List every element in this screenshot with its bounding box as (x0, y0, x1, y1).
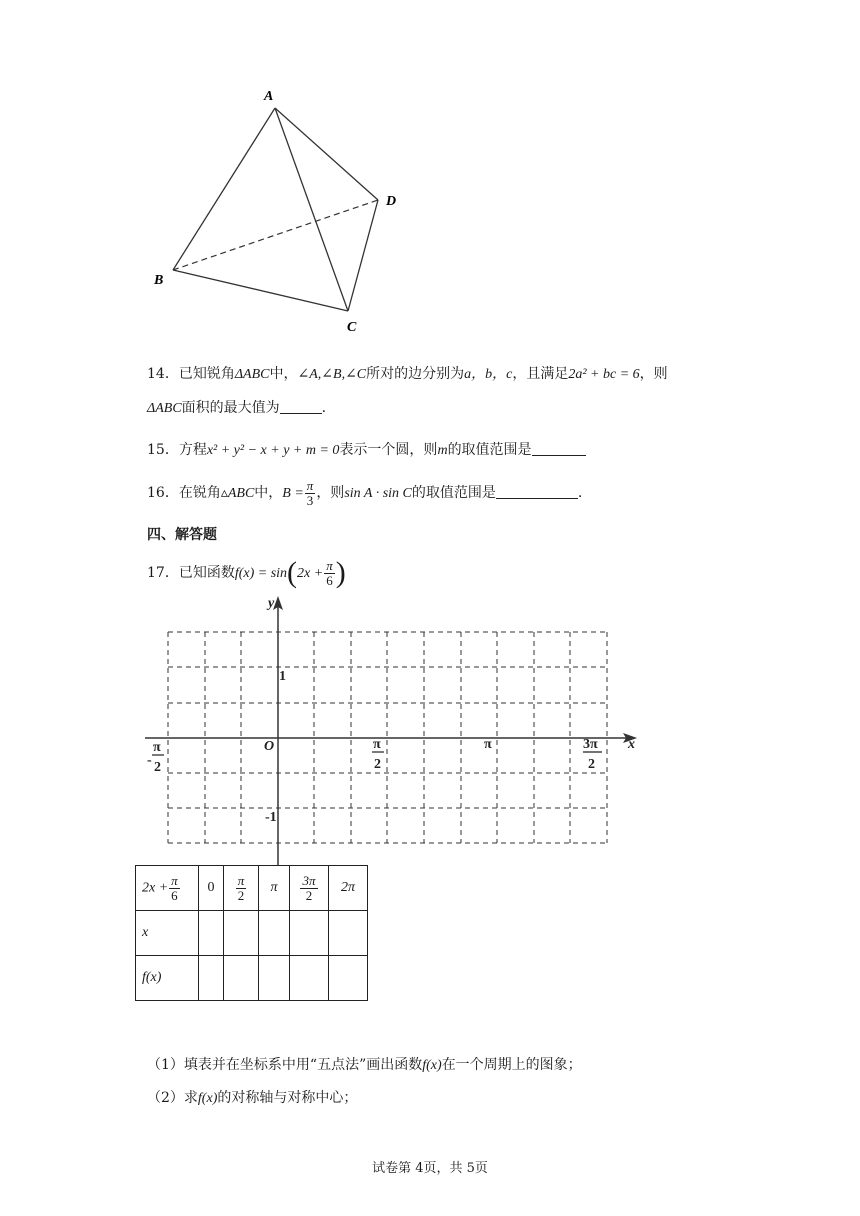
q17-number: 17． (147, 565, 179, 581)
table-input-fx-2[interactable] (259, 956, 290, 1001)
q16-text3: ，则 (316, 485, 345, 501)
cell-pi-half-den: 2 (237, 887, 245, 903)
sub1-func: f(x) (422, 1058, 442, 1073)
edge-bc (173, 270, 348, 311)
q15-text3: 的取值范围是 (447, 442, 532, 458)
x-tick-three-pi-half-den: 2 (588, 757, 595, 772)
q15-equation: x² + y² − x + y + m = 0 (206, 443, 340, 458)
q14-text5: ，则 (639, 366, 668, 382)
sub1-text2: 在一个周期上的图象； (441, 1057, 582, 1073)
vertex-label-b: B (154, 273, 164, 288)
x-tick-neg-pi-half-den: 2 (154, 760, 161, 775)
table-cell-arg-two-pi: 2π (329, 866, 368, 911)
x-tick-neg-pi-half-num: π (153, 740, 161, 755)
cell-three-pi-half-num: 3π (302, 872, 316, 888)
q17-arg-pre: 2x + (297, 566, 324, 581)
origin-label: O (264, 739, 275, 754)
table-row (136, 911, 368, 956)
sub-question-2 (147, 1088, 357, 1109)
q17-frac-num: π (326, 557, 333, 573)
x-tick-pi: π (484, 737, 492, 752)
q16-text1: 在锐角 (178, 485, 221, 501)
q14-line2-end: . (321, 400, 327, 416)
vertex-label-a: A (264, 89, 274, 104)
question-16 (147, 478, 582, 509)
edge-ad (275, 108, 378, 200)
table-header-x: x (136, 911, 199, 956)
vertex-label-c: C (347, 320, 357, 335)
question-14-line1 (147, 364, 668, 385)
question-17 (147, 558, 346, 589)
q17-text1: 已知函数 (178, 565, 235, 581)
x-tick-three-pi-half-num: 3π (583, 737, 598, 752)
y-tick-one: 1 (279, 669, 286, 684)
q15-var: m (437, 443, 448, 458)
q17-fraction (324, 559, 335, 588)
q16-number: 16． (147, 485, 179, 501)
table-input-x-2[interactable] (259, 911, 290, 956)
y-tick-neg-one: -1 (265, 810, 277, 825)
question-15 (147, 440, 586, 461)
q16-text4: 的取值范围是 (411, 485, 496, 501)
q15-number: 15． (147, 442, 179, 458)
table-cell-arg-three-pi-half (290, 866, 329, 911)
row1-label-frac (169, 874, 180, 903)
table-cell-arg-pi-half (224, 866, 259, 911)
q16-cond-lhs: B = (282, 486, 304, 501)
row1-label-pre: 2x + (142, 880, 169, 896)
table-cell-arg-0: 0 (199, 866, 224, 911)
table-input-fx-3[interactable] (290, 956, 329, 1001)
table-header-arg (136, 866, 199, 911)
q17-right-paren: ) (335, 556, 346, 589)
table-input-x-1[interactable] (224, 911, 259, 956)
tetrahedron-figure (140, 80, 420, 340)
table-input-fx-0[interactable] (199, 956, 224, 1001)
cell-three-pi-half-frac (300, 874, 317, 903)
q14-triangle: ΔABC (234, 367, 270, 382)
table-cell-arg-pi: π (259, 866, 290, 911)
q16-frac-den: 3 (306, 492, 314, 508)
q15-text1: 方程 (178, 442, 207, 458)
q14-text2: 中， (269, 366, 298, 382)
x-tick-neg-pi-half-sign: - (147, 753, 152, 768)
q16-text2: 中， (254, 485, 283, 501)
coordinate-grid (140, 590, 660, 865)
sub2-text1: 求 (183, 1090, 198, 1106)
sub-question-1 (147, 1055, 582, 1076)
table-input-fx-1[interactable] (224, 956, 259, 1001)
q16-answer-blank[interactable] (496, 484, 578, 499)
vertex-label-d: D (386, 194, 397, 209)
q14-answer-blank[interactable] (280, 399, 322, 414)
q14-text1: 已知锐角 (178, 366, 235, 382)
y-axis-label: y (268, 596, 275, 611)
q14-angles: ∠A,∠B,∠C (297, 367, 367, 382)
cell-pi-half-num: π (237, 872, 245, 888)
row1-label-den: 6 (171, 887, 178, 903)
table-input-x-4[interactable] (329, 911, 368, 956)
q16-triangle: ▵ABC (220, 486, 255, 501)
five-point-table (135, 865, 368, 1001)
sub2-text2: 的对称轴与对称中心； (217, 1090, 358, 1106)
row1-label-num: π (171, 872, 178, 888)
question-14-line2 (147, 398, 326, 419)
q14-text4: ，且满足 (512, 366, 569, 382)
sub1-text1: 填表并在坐标系中用“五点法”画出函数 (183, 1057, 423, 1073)
q14-line2-triangle: ΔABC (147, 401, 182, 416)
q14-condition: 2a² + bc = 6 (568, 367, 640, 382)
q14-text3: 所对的边分别为 (366, 366, 465, 382)
table-input-x-3[interactable] (290, 911, 329, 956)
q17-func: f(x) = sin (234, 566, 288, 581)
cell-pi-half-frac (236, 874, 247, 903)
q16-end: . (577, 485, 583, 501)
q14-number: 14． (147, 366, 179, 382)
edge-bd-hidden (173, 200, 378, 270)
q17-left-paren: ( (287, 556, 298, 589)
edge-cd (348, 200, 378, 311)
q15-text2: 表示一个圆，则 (339, 442, 438, 458)
x-tick-pi-half-num: π (373, 737, 381, 752)
q14-line2-text: 面积的最大值为 (181, 400, 280, 416)
table-row (136, 866, 368, 911)
table-input-x-0[interactable] (199, 911, 224, 956)
edge-ac (275, 108, 348, 311)
table-row (136, 956, 368, 1001)
sub1-number: （1） (147, 1057, 184, 1073)
page-footer: 试卷第 4页，共 5页 (372, 1161, 488, 1176)
q16-fraction (305, 479, 316, 508)
edge-ab (173, 108, 275, 270)
q15-answer-blank[interactable] (532, 441, 586, 456)
q16-frac-num: π (306, 477, 314, 493)
table-input-fx-4[interactable] (329, 956, 368, 1001)
q14-sides: a，b，c (464, 367, 513, 382)
cell-three-pi-half-den: 2 (305, 887, 313, 903)
table-header-fx: f(x) (136, 956, 199, 1001)
sub2-number: （2） (147, 1090, 184, 1106)
x-axis-label: x (628, 737, 635, 752)
q16-expr: sin A · sin C (344, 486, 412, 501)
q17-frac-den: 6 (326, 572, 333, 588)
x-tick-pi-half-den: 2 (374, 757, 381, 772)
sub2-func: f(x) (197, 1091, 218, 1106)
section-four-title: 四、解答题 (147, 527, 217, 543)
